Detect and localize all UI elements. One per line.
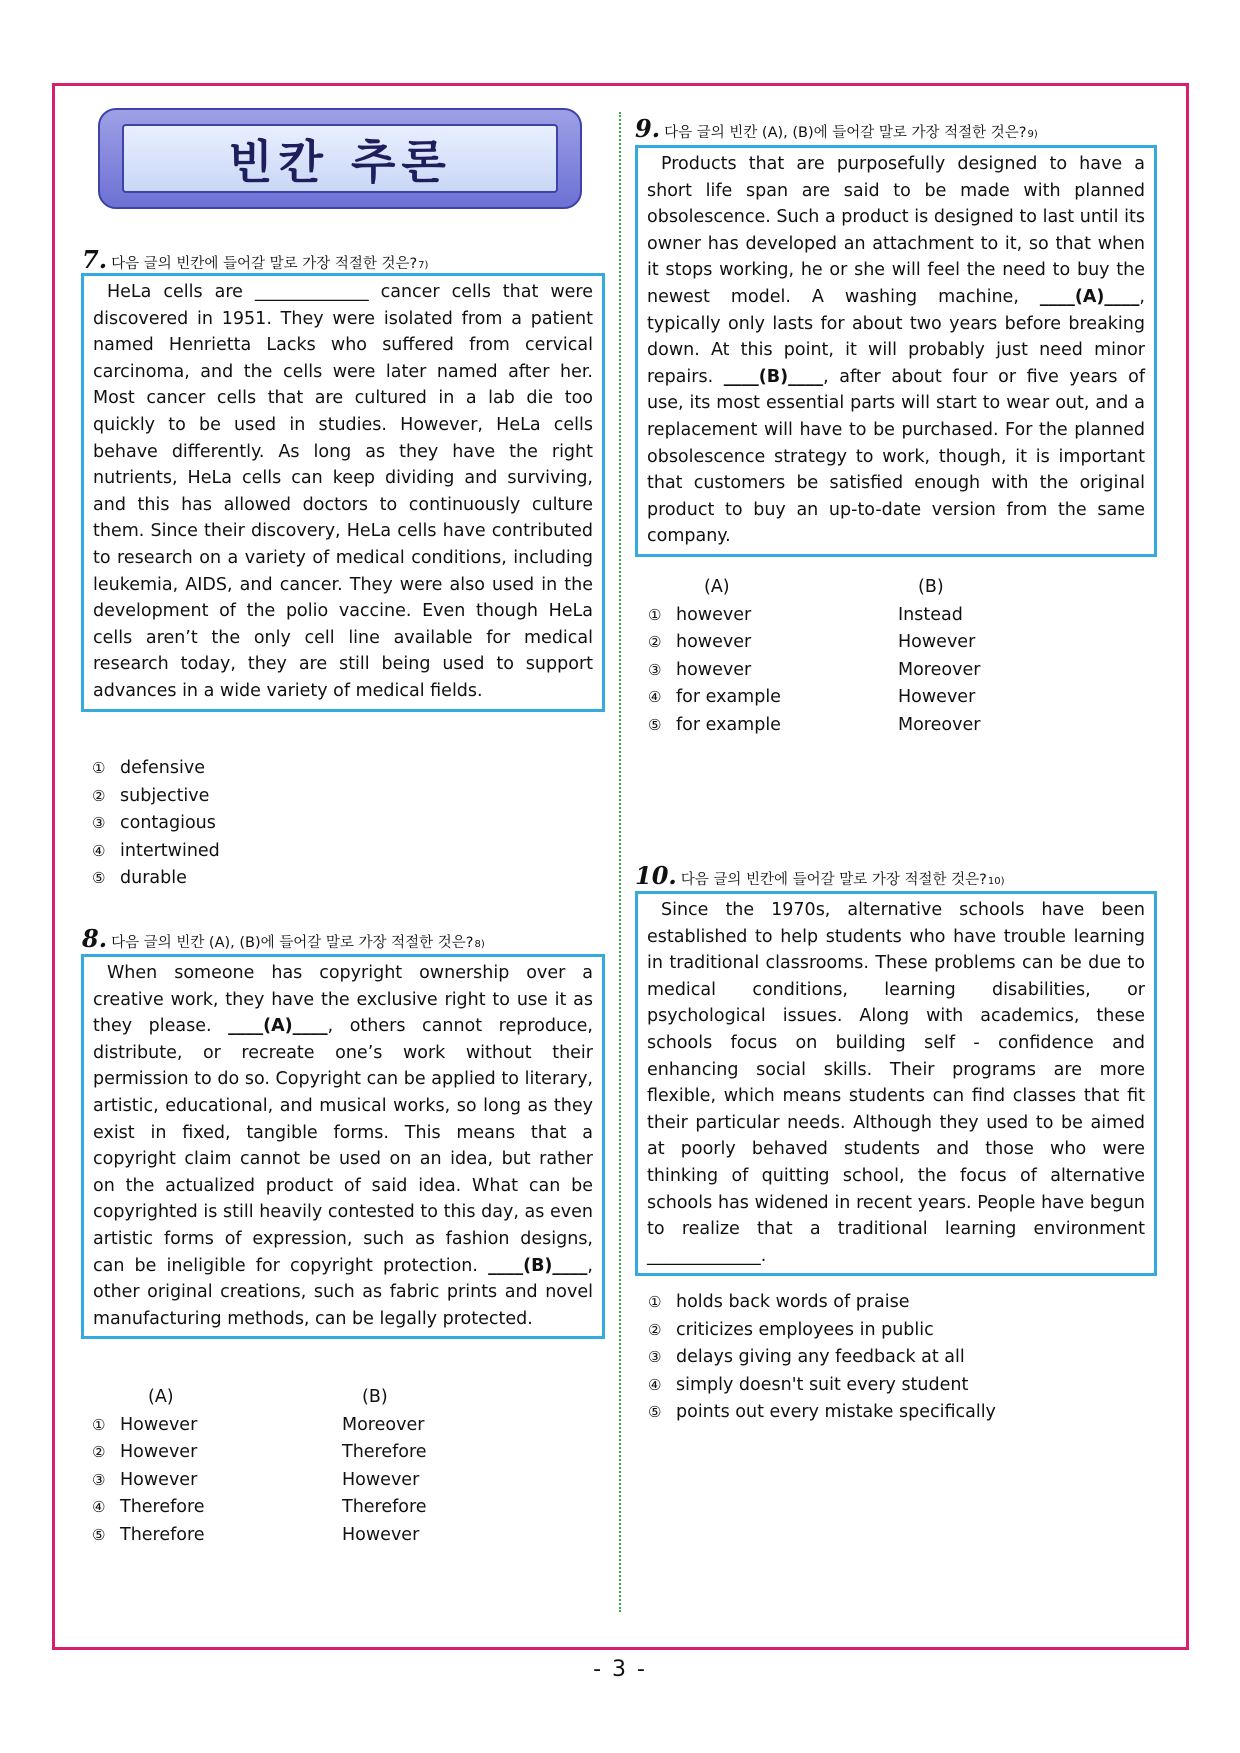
option-b: Instead bbox=[898, 604, 963, 625]
q8-blank-a: ____(A)____ bbox=[228, 1016, 328, 1037]
q9-passage bbox=[635, 145, 1157, 557]
q9-number: 9. bbox=[635, 114, 661, 143]
q9-passage-part-1: Products that are purposefully designed to have a short life span are said to be made with planned obsolescence. Such a product is designed to last until its owner has developed an attachment to it, so that when it stops working, he or she will feel the need to buy the newest model. A washing machine, bbox=[647, 154, 1145, 307]
q7-options bbox=[92, 755, 220, 893]
q10-option-1[interactable] bbox=[648, 1289, 996, 1317]
q9-option-4[interactable] bbox=[648, 684, 980, 712]
q10-passage: Since the 1970s, alternative schools have been established to help students who have trouble learning in traditional classrooms. These problems can be due to medical conditions, learning disabilities, or psychological issues. Along with academics, these schools focus on building self - confidence and enhancing social skills. Their programs are more flexible, which means students can find classes that fit their particular needs. Although they used to be aimed at poorly behaved students and those who were thinking of quitting school, the focus of alternative schools has widened in recent years. People have begun to realize that a traditional learning environment _____________. bbox=[635, 891, 1157, 1276]
q10-option-3[interactable] bbox=[648, 1344, 996, 1372]
option-mark: ③ bbox=[92, 814, 106, 833]
q8-options bbox=[92, 1384, 427, 1550]
q8-passage bbox=[81, 954, 605, 1339]
option-b: Therefore bbox=[342, 1497, 427, 1518]
option-mark: ③ bbox=[648, 660, 662, 679]
option-text: holds back words of praise bbox=[676, 1292, 910, 1312]
q10-option-5[interactable] bbox=[648, 1399, 996, 1427]
q9-option-header bbox=[648, 574, 980, 602]
option-b: However bbox=[898, 687, 976, 708]
q8-blank-b: ____(B)____ bbox=[488, 1255, 588, 1276]
q7-heading bbox=[82, 245, 428, 274]
option-mark: ① bbox=[92, 759, 106, 777]
option-b: Moreover bbox=[898, 714, 981, 735]
q9-passage-part-3: , after about four or five years of use, its most essential parts will start to wear out, and a replacement will have to be purchased. For the planned obsolescence strategy to work, though, it is important that customers be satisfied enough with the original product to buy an up-to-date version from the same company. bbox=[647, 366, 1145, 547]
option-mark: ④ bbox=[92, 841, 106, 860]
col-a-label: (A) bbox=[704, 577, 730, 597]
option-a: however bbox=[676, 659, 752, 680]
q9-heading bbox=[635, 114, 1038, 143]
option-mark: ② bbox=[648, 1320, 662, 1339]
q8-prompt: 다음 글의 빈칸 (A), (B)에 들어갈 말로 가장 적절한 것은? bbox=[111, 935, 474, 951]
q8-option-2[interactable] bbox=[92, 1439, 427, 1467]
option-mark: ⑤ bbox=[648, 1403, 662, 1422]
q9-option-1[interactable] bbox=[648, 602, 980, 630]
q9-prompt: 다음 글의 빈칸 (A), (B)에 들어갈 말로 가장 적절한 것은? bbox=[664, 125, 1027, 141]
q8-option-4[interactable] bbox=[92, 1494, 427, 1522]
option-mark: ⑤ bbox=[92, 1525, 106, 1544]
q9-option-5[interactable] bbox=[648, 712, 980, 740]
option-a: for example bbox=[676, 714, 781, 735]
q7-option-2[interactable] bbox=[92, 783, 220, 811]
option-mark: ① bbox=[92, 1415, 106, 1434]
option-text: points out every mistake specifically bbox=[676, 1402, 996, 1423]
q7-passage: HeLa cells are _____________ cancer cells that were discovered in 1951. They were isolated from a patient named Henrietta Lacks who suffered from cervical carcinoma, and the cells were later named after her. Most cancer cells that are cultured in a lab die too quickly to be used in studies. However, HeLa cells behave differently. As long as they have the right nutrients, HeLa cells can keep dividing and surviving, and this has allowed doctors to continuously culture them. Since their discovery, HeLa cells have contributed to research on a variety of medical conditions, including leukemia, AIDS, and cancer. They were also used in the development of the polio vaccine. Even though HeLa cells aren’t the only cell line available for medical research today, they are still being used to support advances in a wide variety of medical fields. bbox=[81, 273, 605, 712]
q7-footnote: 7) bbox=[418, 260, 429, 271]
section-title-panel bbox=[122, 124, 558, 193]
option-mark: ② bbox=[92, 1443, 106, 1462]
option-mark: ⑤ bbox=[92, 869, 106, 888]
option-a: Therefore bbox=[120, 1497, 205, 1518]
q8-passage-part-3: , other original creations, such as fabric prints and novel manufacturing methods, can be legally protected. bbox=[93, 1255, 593, 1329]
option-b: Therefore bbox=[342, 1442, 427, 1463]
q8-option-1[interactable] bbox=[92, 1412, 427, 1440]
option-text: delays giving any feedback at all bbox=[676, 1347, 965, 1368]
q9-option-3[interactable] bbox=[648, 657, 980, 685]
option-mark: ④ bbox=[648, 1375, 662, 1394]
option-mark: ③ bbox=[92, 1470, 106, 1489]
q10-option-4[interactable] bbox=[648, 1372, 996, 1400]
q9-options bbox=[648, 574, 980, 740]
q10-heading bbox=[635, 861, 1005, 890]
q10-footnote: 10) bbox=[987, 876, 1005, 887]
section-title-badge bbox=[98, 108, 582, 209]
col-a-label: (A) bbox=[148, 1387, 174, 1407]
option-text: subjective bbox=[120, 785, 210, 806]
option-a: however bbox=[676, 632, 752, 653]
q8-passage-part-1: When someone has copyright ownership over a creative work, they have the exclusive right to use it as they please. bbox=[93, 963, 593, 1037]
q8-option-header bbox=[92, 1384, 427, 1412]
q10-option-2[interactable] bbox=[648, 1317, 996, 1345]
option-mark: ② bbox=[92, 786, 106, 805]
q9-blank-b: ____(B)____ bbox=[723, 366, 824, 387]
option-b: Moreover bbox=[342, 1414, 425, 1435]
q9-blank-a: ____(A)____ bbox=[1039, 286, 1140, 307]
option-mark: ③ bbox=[648, 1348, 662, 1367]
option-text: defensive bbox=[120, 758, 205, 778]
q8-footnote: 8) bbox=[474, 939, 485, 950]
option-b: Moreover bbox=[898, 659, 981, 680]
option-mark: ② bbox=[648, 633, 662, 652]
option-mark: ④ bbox=[92, 1498, 106, 1517]
option-a: However bbox=[120, 1442, 198, 1463]
q9-footnote: 9) bbox=[1027, 129, 1038, 140]
option-mark: ⑤ bbox=[648, 715, 662, 734]
q7-option-3[interactable] bbox=[92, 810, 220, 838]
q10-number: 10. bbox=[635, 861, 677, 890]
option-text: contagious bbox=[120, 813, 216, 834]
q7-number: 7. bbox=[82, 245, 108, 274]
q7-option-1[interactable] bbox=[92, 755, 220, 783]
q9-passage-part-2: , typically only lasts for about two years before breaking down. At this point, it will probably just need minor repairs. bbox=[647, 286, 1145, 387]
q7-prompt: 다음 글의 빈칸에 들어갈 말로 가장 적절한 것은? bbox=[111, 256, 418, 272]
option-a: Therefore bbox=[120, 1524, 205, 1545]
q9-option-2[interactable] bbox=[648, 629, 980, 657]
q10-options bbox=[648, 1289, 996, 1427]
section-title: 빈칸 추론 bbox=[228, 134, 452, 189]
option-b: However bbox=[342, 1524, 420, 1545]
option-mark: ① bbox=[648, 605, 662, 624]
column-divider bbox=[619, 112, 621, 1612]
option-a: However bbox=[120, 1414, 198, 1435]
page-number: - 3 - bbox=[593, 1657, 647, 1682]
q8-passage-part-2: , others cannot reproduce, distribute, or recreate one’s work without their permission to do so. Copyright can be applied to literary, artistic, educational, and musical works, so long as they exist in fixed, tangible forms. This means that a copyright claim cannot be used on an idea, but rather on the actualized product of said idea. What can be copyrighted is still heavily contested to this day, as even artistic forms of expression, such as fashion designs, can be ineligible for copyright protection. bbox=[93, 1016, 593, 1276]
q7-option-4[interactable] bbox=[92, 838, 220, 866]
option-text: simply doesn't suit every student bbox=[676, 1374, 969, 1395]
option-text: intertwined bbox=[120, 840, 220, 861]
q8-number: 8. bbox=[82, 924, 108, 953]
option-a: however bbox=[676, 604, 752, 625]
option-mark: ① bbox=[648, 1293, 662, 1311]
option-a: However bbox=[120, 1469, 198, 1490]
option-text: durable bbox=[120, 868, 187, 889]
option-mark: ④ bbox=[648, 688, 662, 707]
option-b: However bbox=[898, 632, 976, 653]
col-b-label: (B) bbox=[362, 1387, 388, 1407]
option-text: criticizes employees in public bbox=[676, 1319, 934, 1340]
q10-prompt: 다음 글의 빈칸에 들어갈 말로 가장 적절한 것은? bbox=[680, 872, 987, 888]
option-b: However bbox=[342, 1469, 420, 1490]
q8-option-3[interactable] bbox=[92, 1467, 427, 1495]
q7-option-5[interactable] bbox=[92, 865, 220, 893]
col-b-label: (B) bbox=[918, 577, 944, 597]
q8-heading bbox=[82, 924, 485, 953]
q8-option-5[interactable] bbox=[92, 1522, 427, 1550]
option-a: for example bbox=[676, 687, 781, 708]
